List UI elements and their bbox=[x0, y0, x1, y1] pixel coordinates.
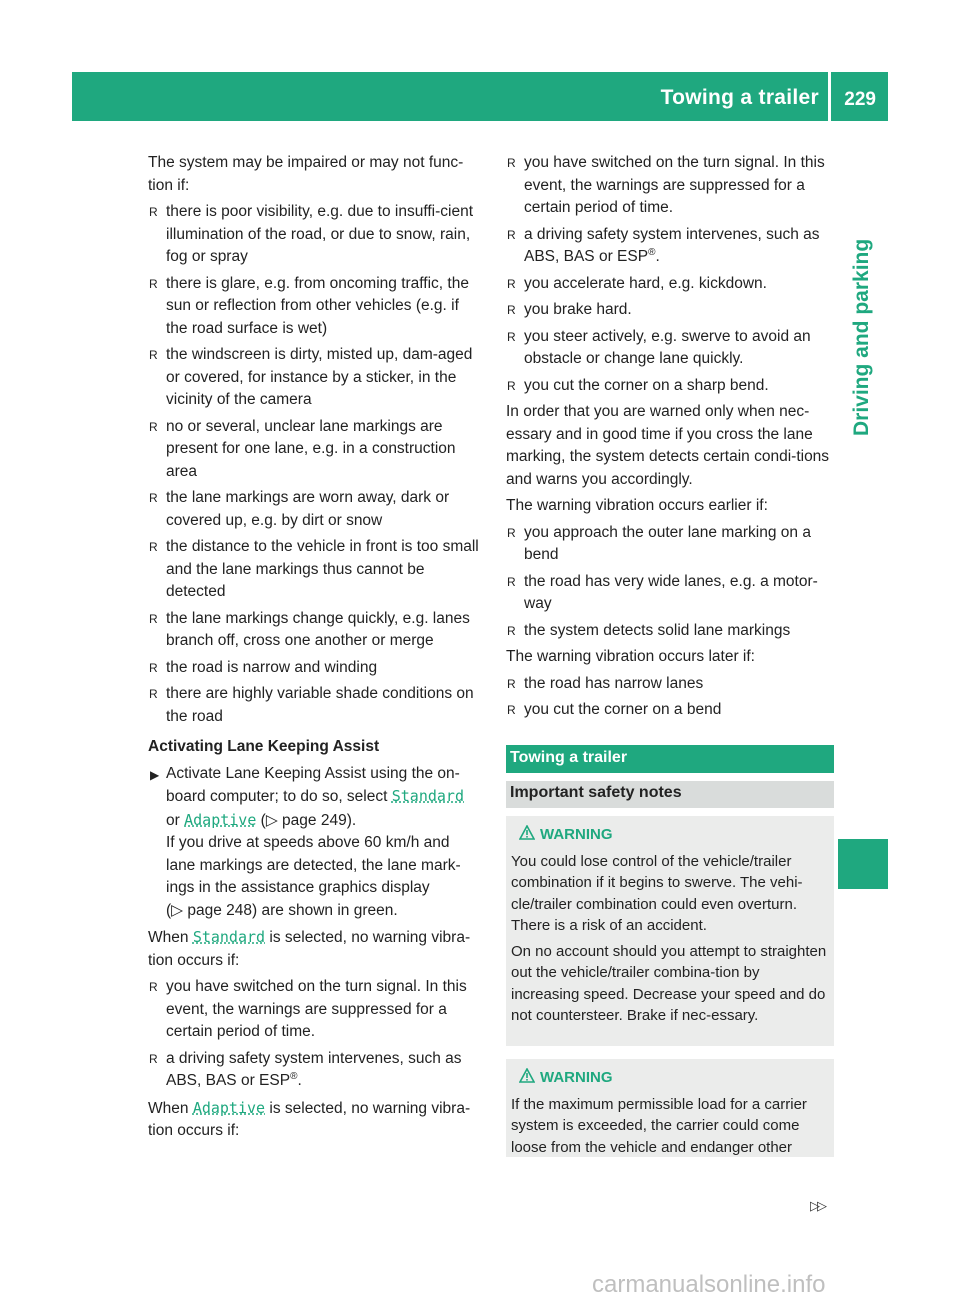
bullet-icon: R bbox=[507, 676, 516, 691]
bullet-icon: R bbox=[149, 540, 158, 554]
warning-text: If the maximum permissible load for a carrier system is exceeded, the carrier could come loose from the vehicle and endanger other bbox=[511, 1095, 807, 1156]
warning-triangle-icon bbox=[519, 825, 535, 840]
subsection-title-bar bbox=[506, 781, 834, 808]
section-title-bar bbox=[506, 745, 834, 773]
list-item: R the windscreen is dirty, misted up, dam-aged or covered, for instance by a sticker, in the vicinity of the camera bbox=[149, 346, 473, 408]
bullet-icon: R bbox=[149, 419, 158, 434]
list-item: R the road has very wide lanes, e.g. a motor-way bbox=[507, 572, 818, 612]
warning-title: WARNING bbox=[511, 1067, 829, 1089]
bullet-icon: R bbox=[149, 276, 158, 291]
section-heading: Activating Lane Keeping Assist bbox=[148, 738, 380, 755]
bullet-icon: R bbox=[507, 276, 516, 291]
list-item: R the road has narrow lanes bbox=[506, 673, 834, 696]
continue-arrow-icon: ▷▷ bbox=[810, 1198, 824, 1213]
bullet-icon: R bbox=[507, 703, 516, 717]
list-item: R you accelerate hard, e.g. kickdown. bbox=[506, 273, 834, 296]
chapter-marker bbox=[838, 839, 888, 889]
watermark: carmanualsonline.info bbox=[592, 1271, 826, 1298]
list-item: R the distance to the vehicle in front is too small and the lane markings thus cannot be detected bbox=[149, 538, 479, 600]
earlier-intro: The warning vibration occurs earlier if: bbox=[506, 497, 768, 514]
list-item: R there are highly variable shade conditions on the road bbox=[149, 685, 474, 725]
list-item: R you steer actively, e.g. swerve to avoid an obstacle or change lane quickly. bbox=[507, 327, 811, 367]
instruction-step: ▶ Activate Lane Keeping Assist using the on-board computer; to do so, select Standard or Adaptive (▷ page 249). If you drive at speeds above 60 km/h and lane markings are detected, the lane mark-ings in the assistance graphics display (▷ page 248) are shown in green. bbox=[150, 764, 464, 919]
bullet-icon: R bbox=[149, 611, 158, 626]
header-separator bbox=[828, 72, 831, 121]
page-reference[interactable]: (▷ page 248) are shown in green. bbox=[166, 901, 398, 919]
bullet-icon: R bbox=[149, 687, 158, 701]
list-item: R you cut the corner on a bend bbox=[506, 699, 834, 722]
list-item: R the system detects solid lane markings bbox=[506, 620, 834, 643]
bullet-icon: R bbox=[507, 303, 516, 317]
page-number: 229 bbox=[844, 89, 876, 110]
warning-text: You could lose control of the vehicle/trailer combination if it begins to swerve. The vehi-cle/trailer combination could even overturn. There is a risk of an accident. bbox=[511, 852, 803, 934]
list-item: R you approach the outer lane marking on a bend bbox=[507, 523, 811, 563]
bullet-icon: R bbox=[507, 378, 516, 393]
list-item: R there is glare, e.g. from oncoming traffic, the sun or reflection from other vehicles (e.g. if the road surface is wet) bbox=[149, 274, 469, 337]
warning-title: WARNING bbox=[511, 824, 829, 846]
chapter-side-tab bbox=[838, 240, 888, 440]
list-item: R you have switched on the turn signal. In this event, the warnings are suppressed for a certain period of time. bbox=[149, 978, 467, 1040]
warning-box bbox=[506, 816, 834, 1046]
later-intro: The warning vibration occurs later if: bbox=[506, 648, 755, 665]
bullet-icon: R bbox=[507, 525, 516, 540]
list-item: R a driving safety system intervenes, such as ABS, BAS or ESP®. bbox=[149, 1049, 462, 1089]
bullet-icon: R bbox=[507, 574, 516, 589]
menu-option-standard: Standard bbox=[391, 787, 464, 805]
chapter-label: Driving and parking bbox=[850, 238, 873, 436]
menu-option-standard: Standard bbox=[192, 928, 266, 946]
bullet-icon: R bbox=[149, 348, 158, 362]
menu-option-adaptive: Adaptive bbox=[184, 810, 257, 829]
summary-text: In order that you are warned only when nec-essary and in good time if you cross the lane marking, the system detects certain condi-tions and warns you accordingly. bbox=[506, 403, 830, 488]
header-title: Towing a trailer bbox=[660, 86, 819, 109]
bullet-icon: R bbox=[149, 491, 158, 505]
list-item: R there is poor visibility, e.g. due to insuffi-cient illumination of the road, or due to snow, rain, fog or spray bbox=[149, 203, 473, 265]
list-item: R the lane markings change quickly, e.g. lanes branch off, cross one another or merge bbox=[149, 609, 470, 649]
intro-text: The system may be impaired or may not func-tion if: bbox=[148, 154, 464, 194]
list-item: R the road is narrow and winding bbox=[148, 657, 482, 680]
menu-option-adaptive: Adaptive bbox=[192, 1098, 266, 1117]
section-title: Towing a trailer bbox=[510, 749, 628, 766]
list-item: R you have switched on the turn signal. In this event, the warnings are suppressed for a certain period of time. bbox=[507, 154, 825, 216]
bullet-icon: R bbox=[507, 623, 516, 638]
bullet-icon: R bbox=[507, 329, 516, 344]
adaptive-intro: When Adaptive is selected, no warning vibra-tion occurs if: bbox=[148, 1098, 471, 1139]
page-reference[interactable]: (▷ page 249). bbox=[260, 811, 357, 829]
bullet-icon: R bbox=[149, 980, 158, 994]
warning-triangle-icon bbox=[519, 1068, 535, 1083]
page-header bbox=[72, 72, 888, 121]
bullet-icon: R bbox=[149, 1051, 158, 1066]
right-column bbox=[506, 152, 834, 726]
list-item: R a driving safety system intervenes, such as ABS, BAS or ESP®. bbox=[507, 225, 820, 265]
bullet-icon: R bbox=[507, 227, 516, 242]
list-item: R you brake hard. bbox=[506, 299, 834, 322]
subsection-title: Important safety notes bbox=[510, 784, 682, 801]
bullet-icon: R bbox=[149, 660, 158, 675]
standard-intro: When Standard is selected, no warning vibra-tion occurs if: bbox=[148, 928, 471, 969]
bullet-icon: R bbox=[507, 156, 516, 170]
list-item: R no or several, unclear lane markings are present for one lane, e.g. in a construction area bbox=[149, 417, 456, 480]
list-item: R the lane markings are worn away, dark or covered up, e.g. by dirt or snow bbox=[149, 489, 450, 529]
arrow-right-icon: ▶ bbox=[150, 767, 160, 782]
warning-box bbox=[506, 1059, 834, 1157]
left-column bbox=[148, 152, 482, 1147]
list-item: R you cut the corner on a sharp bend. bbox=[506, 375, 834, 398]
warning-text: On no account should you attempt to straighten out the vehicle/trailer combina-tion by increasing speed. Decrease your speed and do not countersteer. Brake if nec-essary. bbox=[511, 942, 827, 1024]
bullet-icon: R bbox=[149, 205, 158, 219]
